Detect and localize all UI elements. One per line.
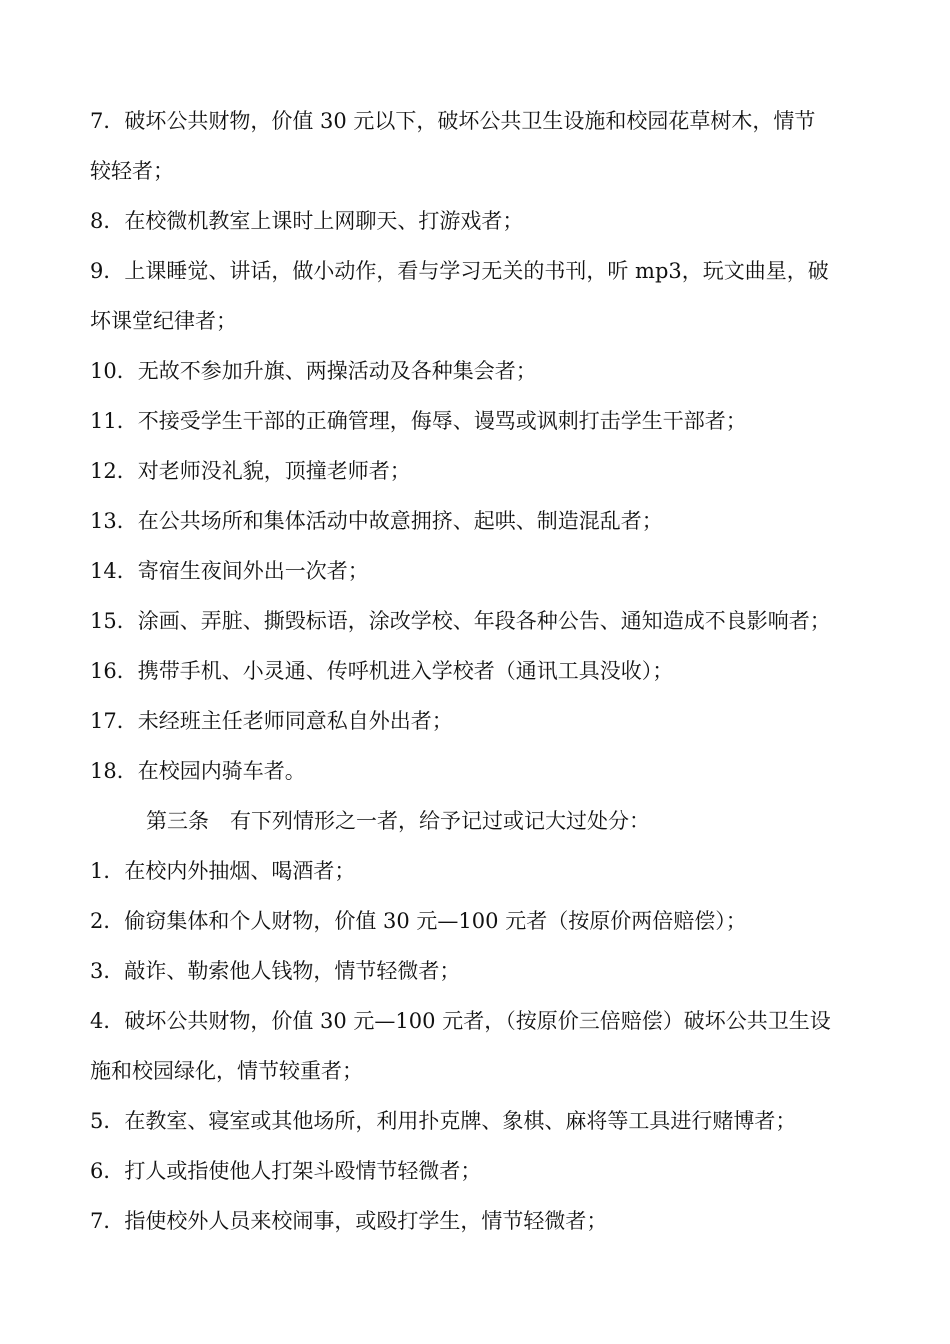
rule-item-14: 14．寄宿生夜间外出一次者；: [90, 559, 369, 583]
rule-item-9-line-1: 9．上课睡觉、讲话，做小动作，看与学习无关的书刊，听 mp3，玩文曲星，破: [90, 259, 829, 283]
rule-item-7-line-2: 较轻者；: [90, 159, 174, 183]
rule-item-17: 17．未经班主任老师同意私自外出者；: [90, 709, 453, 733]
rule-item-18: 18．在校园内骑车者。: [90, 759, 306, 783]
rule-item-15: 15．涂画、弄脏、撕毁标语，涂改学校、年段各种公告、通知造成不良影响者；: [90, 609, 831, 633]
article-three-item-4-line-1: 4．破坏公共财物，价值 30 元—100 元者，（按原价三倍赔偿）破坏公共卫生设: [90, 1009, 831, 1033]
article-three-heading: 第三条 有下列情形之一者，给予记过或记大过处分：: [146, 809, 650, 833]
article-three-item-2: 2．偷窃集体和个人财物，价值 30 元—100 元者（按原价两倍赔偿）；: [90, 909, 747, 933]
document-page: [90, 96, 860, 1246]
rule-item-7-line-1: 7．破坏公共财物，价值 30 元以下，破坏公共卫生设施和校园花草树木，情节: [90, 109, 816, 133]
rule-item-11: 11．不接受学生干部的正确管理，侮辱、谩骂或讽刺打击学生干部者；: [90, 409, 747, 433]
article-three-item-6: 6．打人或指使他人打架斗殴情节轻微者；: [90, 1159, 482, 1183]
rule-item-8: 8．在校微机教室上课时上网聊天、打游戏者；: [90, 209, 524, 233]
rule-item-10: 10．无故不参加升旗、两操活动及各种集会者；: [90, 359, 537, 383]
rule-item-16: 16．携带手机、小灵通、传呼机进入学校者（通讯工具没收）；: [90, 659, 674, 683]
article-three-item-7: 7．指使校外人员来校闹事，或殴打学生，情节轻微者；: [90, 1209, 608, 1233]
article-three-item-1: 1．在校内外抽烟、喝酒者；: [90, 859, 356, 883]
article-three-item-3: 3．敲诈、勒索他人钱物，情节轻微者；: [90, 959, 461, 983]
rule-item-12: 12．对老师没礼貌，顶撞老师者；: [90, 459, 411, 483]
article-three-item-4-line-2: 施和校园绿化，情节较重者；: [90, 1059, 363, 1083]
article-three-item-5: 5．在教室、寝室或其他场所，利用扑克牌、象棋、麻将等工具进行赌博者；: [90, 1109, 797, 1133]
rule-item-13: 13．在公共场所和集体活动中故意拥挤、起哄、制造混乱者；: [90, 509, 663, 533]
rule-item-9-line-2: 坏课堂纪律者；: [90, 309, 237, 333]
